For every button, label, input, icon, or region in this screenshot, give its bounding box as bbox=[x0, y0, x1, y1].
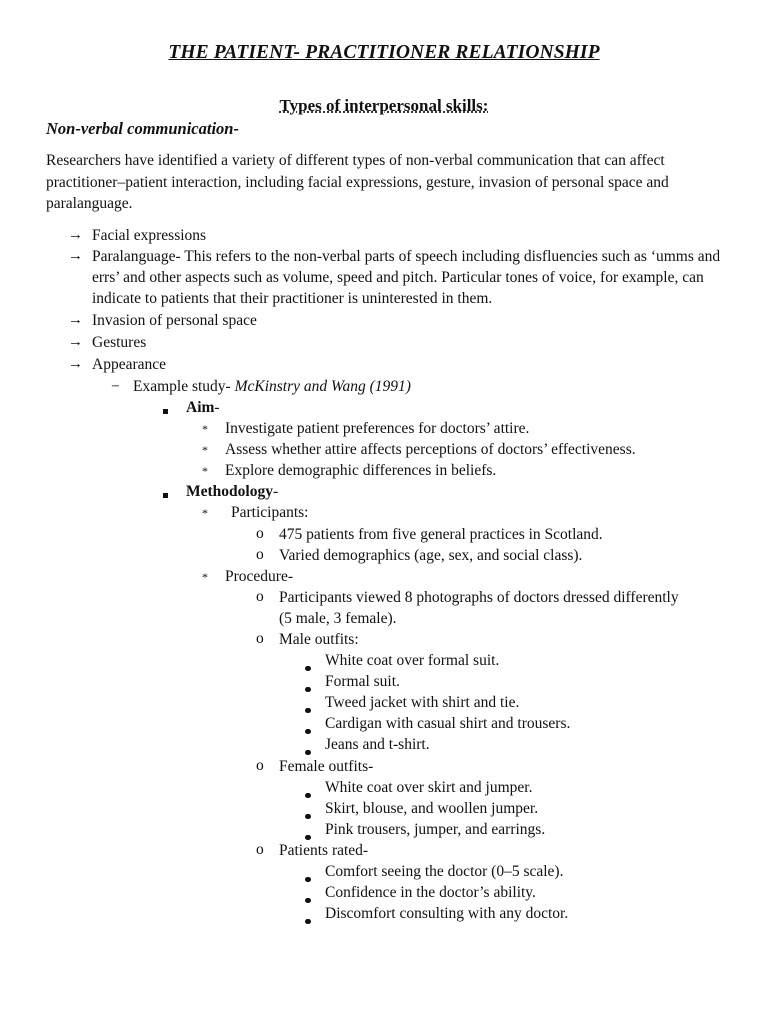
rating-item: Discomfort consulting with any doctor. bbox=[325, 905, 569, 922]
female-outfit-item: Skirt, blouse, and woollen jumper. bbox=[325, 800, 539, 817]
aim-item: Investigate patient preferences for doctors’ attire. bbox=[225, 420, 530, 437]
participant-item: 475 patients from five general practices in Scotland. bbox=[279, 526, 603, 543]
female-outfit-item: White coat over skirt and jumper. bbox=[325, 779, 533, 796]
circle-bullet-icon: o bbox=[256, 525, 264, 542]
rating-item: Confidence in the doctor’s ability. bbox=[325, 884, 536, 901]
example-study-prefix: Example study- bbox=[133, 378, 235, 395]
circle-bullet-icon: o bbox=[256, 630, 264, 647]
dot-bullet-icon bbox=[305, 656, 311, 677]
dot-bullet-icon bbox=[305, 783, 311, 804]
participant-item: Varied demographics (age, sex, and social class). bbox=[279, 547, 583, 564]
procedure-photos-line1: Participants viewed 8 photographs of doctors dressed differently bbox=[279, 589, 679, 606]
aim-suffix: - bbox=[214, 399, 220, 416]
methodology-label: Methodology bbox=[186, 483, 273, 500]
male-outfit-item: Jeans and t-shirt. bbox=[325, 736, 430, 753]
dot-bullet-icon bbox=[305, 867, 311, 888]
male-outfits-label: Male outfits: bbox=[279, 631, 359, 648]
circle-bullet-icon: o bbox=[256, 588, 264, 605]
square-bullet-icon bbox=[163, 399, 168, 420]
circle-bullet-icon: o bbox=[256, 546, 264, 563]
methodology-heading bbox=[186, 481, 278, 502]
male-outfit-item: Tweed jacket with shirt and tie. bbox=[325, 694, 520, 711]
arrow-icon: → bbox=[68, 227, 83, 243]
dot-bullet-icon bbox=[305, 677, 311, 698]
arrow-icon: → bbox=[68, 248, 83, 264]
circle-bullet-icon: o bbox=[256, 841, 264, 858]
procedure-label: Procedure- bbox=[225, 568, 293, 585]
dash-icon: − bbox=[111, 378, 120, 395]
procedure-photos-line2: (5 male, 3 female). bbox=[279, 610, 397, 627]
arrow-icon: → bbox=[68, 356, 83, 372]
arrow-icon: → bbox=[68, 334, 83, 350]
arrow-icon: → bbox=[68, 312, 83, 328]
list-item-paralanguage: Paralanguage- This refers to the non-verbal parts of speech including disfluencies such as ‘umms and errs’ and other aspects such as volume, speed and pitch. Particular tones of voice, for example, can indicate to patients that their practitioner is uninterested in them. bbox=[92, 248, 721, 308]
subtitle: Types of interpersonal skills: bbox=[279, 96, 489, 115]
male-outfit-item: Formal suit. bbox=[325, 673, 400, 690]
intro-paragraph: Researchers have identified a variety of different types of non-verbal communication that can affect practitioner–patient interaction, including facial expressions, gesture, invasion of personal space and paralanguage. bbox=[46, 152, 669, 212]
aim-label: Aim bbox=[186, 399, 215, 416]
aim-item: Explore demographic differences in beliefs. bbox=[225, 462, 497, 479]
rating-item: Comfort seeing the doctor (0–5 scale). bbox=[325, 863, 564, 880]
example-study-name: McKinstry and Wang (1991) bbox=[234, 378, 411, 395]
male-outfit-item: Cardigan with casual shirt and trousers. bbox=[325, 715, 571, 732]
list-item-appearance: Appearance bbox=[92, 356, 167, 373]
aim-heading bbox=[186, 397, 220, 418]
dot-bullet-icon bbox=[305, 888, 311, 909]
document-title: THE PATIENT- PRACTITIONER RELATIONSHIP bbox=[168, 42, 600, 63]
asterisk-bullet-icon: * bbox=[202, 464, 208, 478]
list-item-invasion: Invasion of personal space bbox=[92, 312, 257, 329]
list-item-facial: Facial expressions bbox=[92, 227, 207, 244]
asterisk-bullet-icon: * bbox=[202, 506, 208, 520]
asterisk-bullet-icon: * bbox=[202, 570, 208, 584]
male-outfit-item: White coat over formal suit. bbox=[325, 652, 500, 669]
list-item-gestures: Gestures bbox=[92, 334, 147, 351]
female-outfits-label: Female outfits- bbox=[279, 758, 374, 775]
dot-bullet-icon bbox=[305, 698, 311, 719]
circle-bullet-icon: o bbox=[256, 757, 264, 774]
example-study bbox=[133, 376, 411, 397]
section-heading: Non-verbal communication- bbox=[46, 119, 239, 138]
patients-rated-label: Patients rated- bbox=[279, 842, 369, 859]
square-bullet-icon bbox=[163, 483, 168, 504]
asterisk-bullet-icon: * bbox=[202, 422, 208, 436]
female-outfit-item: Pink trousers, jumper, and earrings. bbox=[325, 821, 546, 838]
dot-bullet-icon bbox=[305, 804, 311, 825]
dot-bullet-icon bbox=[305, 719, 311, 740]
participants-label: Participants: bbox=[231, 504, 309, 521]
dot-bullet-icon bbox=[305, 909, 311, 930]
asterisk-bullet-icon: * bbox=[202, 443, 208, 457]
methodology-suffix: - bbox=[272, 483, 279, 500]
aim-item: Assess whether attire affects perceptions of doctors’ effectiveness. bbox=[225, 441, 636, 458]
